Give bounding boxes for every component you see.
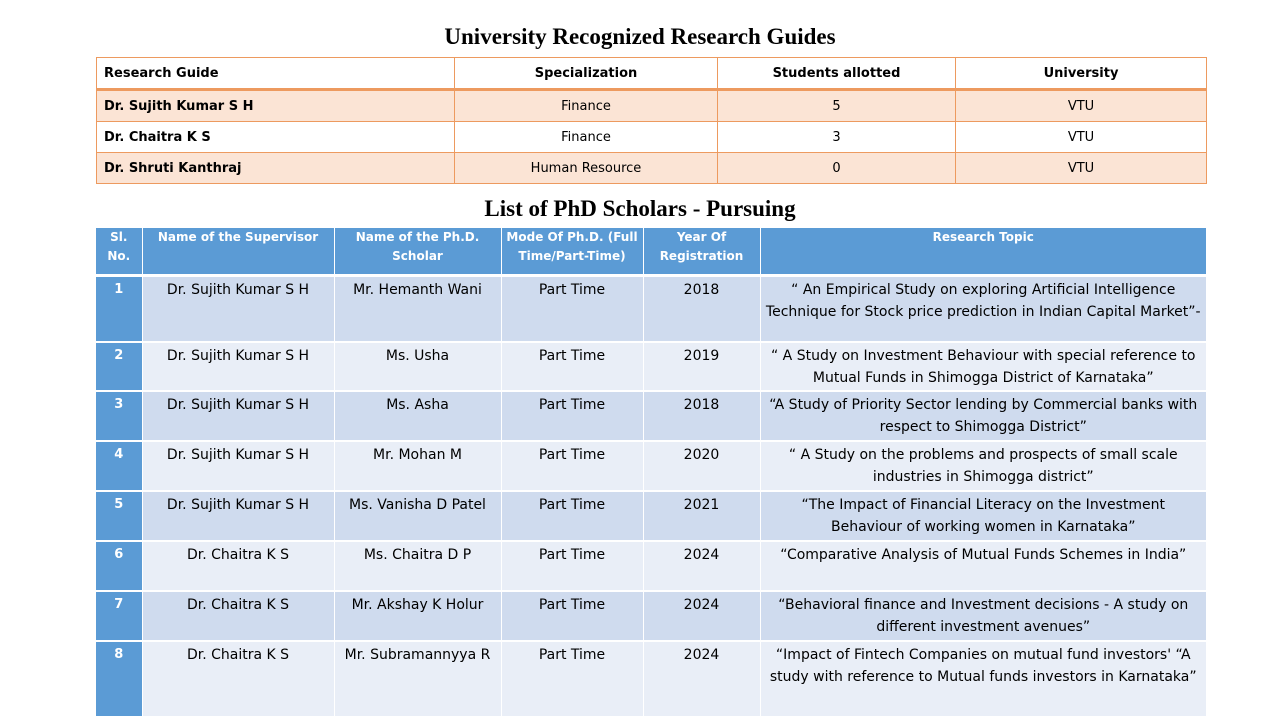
scholar-mode: Part Time: [501, 591, 643, 641]
scholar-row: [96, 441, 1206, 491]
scholar-mode: Part Time: [501, 641, 643, 717]
header-year: Year Of Registration: [643, 228, 760, 276]
scholar-name: Ms. Usha: [334, 342, 501, 391]
header-supervisor: Name of the Supervisor: [142, 228, 334, 276]
scholar-name: Ms. Vanisha D Patel: [334, 491, 501, 541]
guide-specialization: Finance: [455, 90, 718, 122]
scholar-supervisor: Dr. Sujith Kumar S H: [142, 342, 334, 391]
scholar-year: 2018: [643, 391, 760, 441]
scholar-research-topic: “ A Study on the problems and prospects of small scale industries in Shimogga district”: [760, 441, 1206, 491]
guide-row: [97, 90, 1207, 122]
scholar-supervisor: Dr. Sujith Kumar S H: [142, 491, 334, 541]
scholar-research-topic: “The Impact of Financial Literacy on the Investment Behaviour of working women in Karnataka”: [760, 491, 1206, 541]
scholar-research-topic: “Comparative Analysis of Mutual Funds Schemes in India”: [760, 541, 1206, 591]
scholar-research-topic: “ A Study on Investment Behaviour with special reference to Mutual Funds in Shimogga District of Karnataka”: [760, 342, 1206, 391]
scholar-research-topic: “Impact of Fintech Companies on mutual fund investors' “A study with reference to Mutual funds investors in Karnataka”: [760, 641, 1206, 717]
scholar-sl-no: 4: [96, 441, 142, 491]
scholar-sl-no: 2: [96, 342, 142, 391]
guides-title: University Recognized Research Guides: [444, 24, 836, 49]
scholar-sl-no: 6: [96, 541, 142, 591]
header-research-topic: Research Topic: [760, 228, 1206, 276]
scholar-research-topic: “Behavioral finance and Investment decisions - A study on different investment avenues”: [760, 591, 1206, 641]
guide-students-allotted: 3: [718, 122, 956, 153]
scholar-row: [96, 391, 1206, 441]
scholar-name: Mr. Akshay K Holur: [334, 591, 501, 641]
header-specialization: Specialization: [455, 58, 718, 90]
header-research-guide: Research Guide: [97, 58, 455, 90]
header-sl-no: Sl. No.: [96, 228, 142, 276]
guide-row: [97, 122, 1207, 153]
scholar-mode: Part Time: [501, 342, 643, 391]
guide-name: Dr. Shruti Kanthraj: [97, 153, 455, 184]
scholar-sl-no: 1: [96, 276, 142, 342]
scholar-mode: Part Time: [501, 276, 643, 342]
scholar-name: Mr. Subramannyya R: [334, 641, 501, 717]
scholar-name: Ms. Asha: [334, 391, 501, 441]
header-scholar: Name of the Ph.D. Scholar: [334, 228, 501, 276]
scholar-sl-no: 8: [96, 641, 142, 717]
scholar-name: Ms. Chaitra D P: [334, 541, 501, 591]
scholar-supervisor: Dr. Chaitra K S: [142, 641, 334, 717]
header-mode: Mode Of Ph.D. (Full Time/Part-Time): [501, 228, 643, 276]
scholar-supervisor: Dr. Sujith Kumar S H: [142, 276, 334, 342]
scholar-name: Mr. Hemanth Wani: [334, 276, 501, 342]
scholar-year: 2020: [643, 441, 760, 491]
scholar-mode: Part Time: [501, 541, 643, 591]
scholar-year: 2024: [643, 641, 760, 717]
scholars-header-row: [96, 228, 1206, 276]
scholar-sl-no: 5: [96, 491, 142, 541]
scholar-mode: Part Time: [501, 391, 643, 441]
guide-row: [97, 153, 1207, 184]
scholar-year: 2019: [643, 342, 760, 391]
header-university: University: [956, 58, 1207, 90]
guide-name: Dr. Chaitra K S: [97, 122, 455, 153]
scholar-sl-no: 3: [96, 391, 142, 441]
guide-university: VTU: [956, 90, 1207, 122]
scholar-name: Mr. Mohan M: [334, 441, 501, 491]
header-students-allotted: Students allotted: [718, 58, 956, 90]
scholar-sl-no: 7: [96, 591, 142, 641]
scholar-year: 2024: [643, 591, 760, 641]
scholar-row: [96, 276, 1206, 342]
guide-university: VTU: [956, 153, 1207, 184]
scholar-row: [96, 591, 1206, 641]
scholar-row: [96, 342, 1206, 391]
scholar-row: [96, 641, 1206, 717]
scholar-mode: Part Time: [501, 491, 643, 541]
guide-specialization: Finance: [455, 122, 718, 153]
scholar-year: 2021: [643, 491, 760, 541]
scholar-row: [96, 491, 1206, 541]
scholar-supervisor: Dr. Sujith Kumar S H: [142, 391, 334, 441]
scholar-row: [96, 541, 1206, 591]
scholar-supervisor: Dr. Chaitra K S: [142, 541, 334, 591]
scholar-supervisor: Dr. Chaitra K S: [142, 591, 334, 641]
guide-name: Dr. Sujith Kumar S H: [97, 90, 455, 122]
scholar-year: 2018: [643, 276, 760, 342]
scholar-research-topic: “ An Empirical Study on exploring Artificial Intelligence Technique for Stock price prediction in Indian Capital Market”-: [760, 276, 1206, 342]
guide-specialization: Human Resource: [455, 153, 718, 184]
phd-scholars-table: [96, 228, 1206, 718]
guide-students-allotted: 0: [718, 153, 956, 184]
scholar-year: 2024: [643, 541, 760, 591]
scholars-title: List of PhD Scholars - Pursuing: [484, 196, 796, 221]
scholar-mode: Part Time: [501, 441, 643, 491]
scholar-research-topic: “A Study of Priority Sector lending by Commercial banks with respect to Shimogga District”: [760, 391, 1206, 441]
research-guides-table: [96, 57, 1207, 184]
guide-students-allotted: 5: [718, 90, 956, 122]
guide-university: VTU: [956, 122, 1207, 153]
scholar-supervisor: Dr. Sujith Kumar S H: [142, 441, 334, 491]
guides-header-row: [97, 58, 1207, 90]
